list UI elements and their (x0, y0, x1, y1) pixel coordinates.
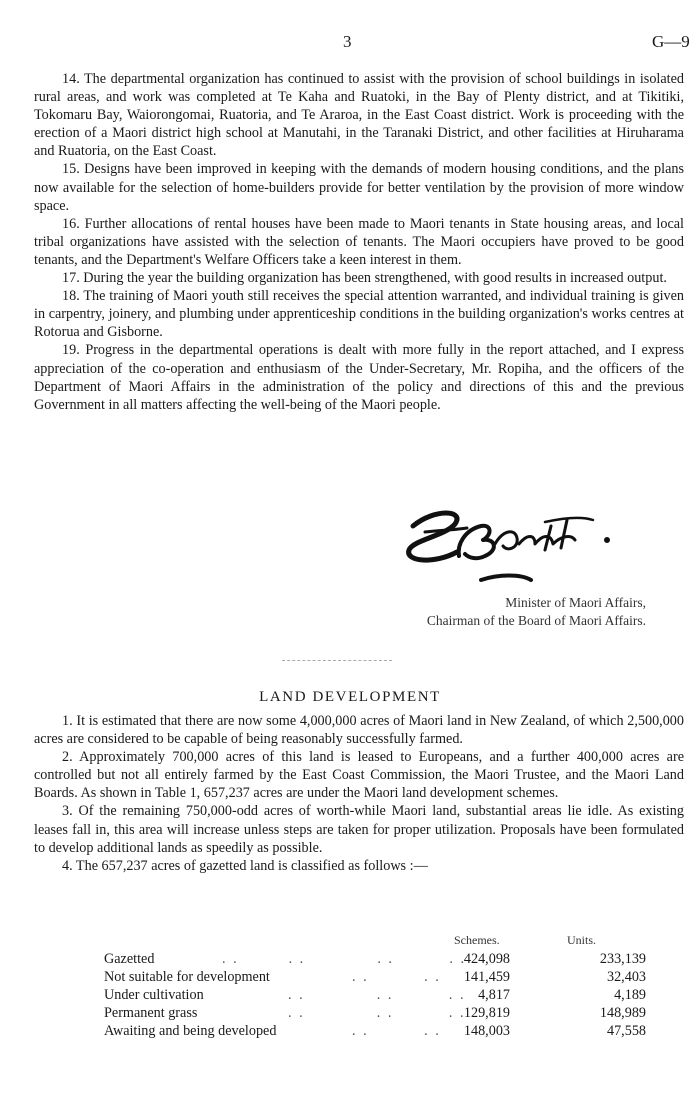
section-2-body (34, 712, 684, 875)
schemes-value: 141,459 (463, 969, 510, 985)
handwritten-signature (395, 500, 635, 592)
section-1-body (34, 70, 684, 414)
paragraph-18: 18. The training of Maori youth still receives the special attention warranted, and individual training is given in carpentry, joinery, and plumbing under apprenticeship conditions in the building organization's works centres at Rotorua and Gisborne. (34, 288, 684, 341)
paragraph-15: 15. Designs have been improved in keeping with the demands of modern housing conditions, and the plans now available for the selection of home-builders provide for better ventilation by the provision of more window space. (34, 161, 684, 214)
leader-dots: . . . . . . . . (222, 951, 467, 967)
leader-dots: . . . . . . (288, 987, 466, 1003)
section-divider (282, 660, 392, 661)
row-label: Awaiting and being developed (104, 1023, 277, 1039)
row-label: Gazetted (104, 951, 155, 967)
schemes-value: 129,819 (463, 1005, 510, 1021)
page-number: 3 (343, 32, 352, 51)
paragraph-17: 17. During the year the building organization has been strengthened, with good results in increased output. (62, 270, 667, 287)
signatory-title-chairman: Chairman of the Board of Maori Affairs. (426, 613, 646, 628)
table-row (0, 1023, 700, 1041)
units-value: 233,139 (599, 951, 646, 967)
paragraph-2: 2. Approximately 700,000 acres of this land is leased to Europeans, and a further 400,000 acres are controlled but not all entirely farmed by the East Coast Commission, the Maori Trustee, and the Maori Land Boards. As shown in Table 1, 657,237 acres are under the Maori land development schemes. (34, 749, 684, 802)
units-value: 148,989 (599, 1005, 646, 1021)
table-row (0, 951, 700, 969)
table-row (0, 1005, 700, 1023)
paragraph-16: 16. Further allocations of rental houses have been made to Maori tenants in State housing areas, and local tribal organizations have assisted with the selection of tenants. The Maori occupiers have proved to be good tenants, and the Department's Welfare Officers take a keen interest in them. (34, 215, 684, 268)
leader-dots: . . . . . . (288, 1005, 466, 1021)
units-value: 4,189 (614, 987, 646, 1003)
page-header (0, 32, 700, 54)
paragraph-3: 3. Of the remaining 750,000-odd acres of worth-while Maori land, substantial areas lie idle. As existing leases fall in, this area will increase unless steps are taken for proper utilization. Proposals have been formulated to develop additional lands as speedily as possible. (34, 803, 684, 856)
paragraph-4: 4. The 657,237 acres of gazetted land is classified as follows :— (62, 857, 428, 874)
schemes-value: 424,098 (463, 951, 510, 967)
signature-block (340, 500, 670, 640)
units-value: 47,558 (606, 1023, 646, 1039)
table-row (0, 969, 700, 987)
leader-dots: . . . . (352, 1023, 441, 1039)
row-label: Permanent grass (104, 1005, 198, 1021)
schemes-value: 148,003 (463, 1023, 510, 1039)
row-label: Not suitable for development (104, 969, 270, 985)
row-label: Under cultivation (104, 987, 204, 1003)
paragraph-1: 1. It is estimated that there are now some 4,000,000 acres of Maori land in New Zealand, of which 2,500,000 acres are considered to be capable of being reasonably successfully farmed. (34, 713, 684, 748)
column-header-units: Units. (567, 933, 597, 947)
table-row (0, 987, 700, 1005)
section-heading-land-development: LAND DEVELOPMENT (259, 689, 441, 705)
leader-dots: . . . . (352, 969, 441, 985)
column-header-schemes: Schemes. (454, 933, 500, 947)
paragraph-19: 19. Progress in the departmental operations is dealt with more fully in the report attached, and I express appreciation of the co-operation and enthusiasm of the Under-Secretary, Mr. Ropiha, and the officers of the Department of Maori Affairs in the administration of the policy and directions of this and the previous Government in all matters affecting the well-being of the Maori people. (34, 342, 684, 413)
paragraph-14: 14. The departmental organization has continued to assist with the provision of school buildings in isolated rural areas, and work was completed at Te Kaha and Ruatoki, in the Bay of Plenty district, and at Tikitiki, Tokomaru Bay, Waiorongomai, Ruatoria, and Te Araroa, in the East Coast district. Work is proceeding with the erection of a Maori district high school at Manutahi, in the Taranaki District, and other facilities at Hiruharama and Ruatoria, on the East Coast. (34, 71, 684, 160)
schemes-value: 4,817 (478, 987, 510, 1003)
units-value: 32,403 (606, 969, 646, 985)
signatory-title-minister: Minister of Maori Affairs, (505, 595, 646, 610)
document-code: G—9 (652, 32, 690, 51)
